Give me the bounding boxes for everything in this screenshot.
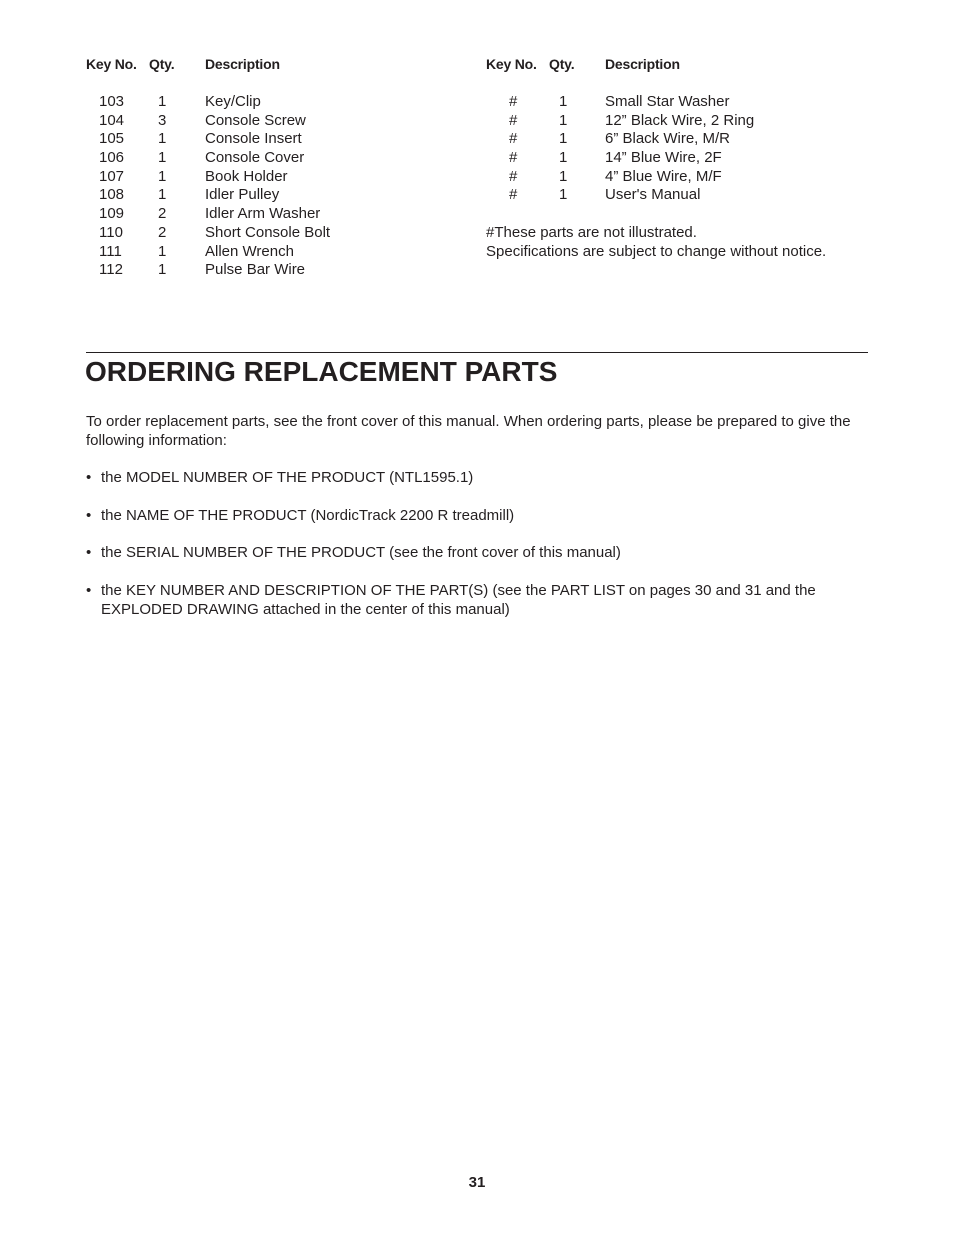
- part-row: [0, 93, 954, 112]
- part-row: [0, 112, 954, 131]
- part-qty: 1: [158, 242, 167, 260]
- part-description: 12” Black Wire, 2 Ring: [605, 111, 755, 129]
- part-key: 111: [99, 242, 122, 260]
- list-item-text: the KEY NUMBER AND DESCRIPTION OF THE PART(S) (see the PART LIST on pages 30 and 31 and the EXPLODED DRAWING attached in the center of this manual): [101, 581, 816, 618]
- part-qty: 2: [158, 223, 167, 241]
- info-bullet-list: [86, 468, 871, 637]
- part-description: 14” Blue Wire, 2F: [605, 149, 722, 167]
- left-header-key-no: Key No.: [86, 56, 137, 72]
- section-divider: [86, 352, 868, 353]
- part-key: #: [509, 93, 518, 110]
- list-item-text: the SERIAL NUMBER OF THE PRODUCT (see the front cover of this manual): [101, 544, 621, 561]
- bullet-icon: •: [86, 544, 92, 561]
- part-row: [0, 224, 470, 243]
- part-row: [0, 149, 954, 168]
- part-qty: 1: [559, 149, 568, 167]
- part-key: 110: [99, 223, 123, 241]
- bullet-icon: •: [86, 506, 92, 524]
- part-qty: 1: [158, 149, 167, 167]
- part-description: Idler Pulley: [205, 186, 280, 204]
- part-description: Book Holder: [205, 167, 288, 185]
- not-illustrated-note: #These parts are not illustrated.: [486, 224, 697, 241]
- part-description: Idler Arm Washer: [205, 205, 321, 223]
- part-qty: 1: [559, 130, 568, 148]
- part-key: 107: [99, 167, 125, 185]
- bullet-icon: •: [86, 469, 92, 486]
- specifications-note: Specifications are subject to change without notice.: [486, 243, 827, 260]
- part-description: Key/Clip: [205, 93, 261, 110]
- part-description: Pulse Bar Wire: [205, 261, 306, 279]
- page-number: 31: [468, 1174, 486, 1191]
- list-item: [86, 543, 871, 562]
- part-key: 105: [99, 130, 125, 148]
- list-item-text: the MODEL NUMBER OF THE PRODUCT (NTL1595.1): [101, 469, 474, 486]
- part-qty: 1: [158, 167, 167, 185]
- left-header-qty: Qty.: [149, 56, 175, 72]
- part-qty: 1: [158, 130, 167, 148]
- part-key: 109: [99, 205, 125, 223]
- right-header-description: Description: [605, 56, 680, 72]
- section-intro: To order replacement parts, see the front cover of this manual. When ordering parts, please be prepared to give the following information:: [86, 413, 851, 449]
- part-row: [0, 130, 954, 149]
- part-description: Console Cover: [205, 149, 305, 167]
- section-title: ORDERING REPLACEMENT PARTS: [85, 356, 558, 387]
- part-row: [0, 243, 470, 262]
- part-description: Short Console Bolt: [205, 223, 331, 241]
- list-item-text: the NAME OF THE PRODUCT (NordicTrack 2200 R treadmill): [101, 506, 515, 524]
- part-qty: 1: [559, 111, 568, 129]
- part-key: 103: [99, 93, 125, 110]
- left-header-description: Description: [205, 56, 280, 72]
- part-qty: 1: [559, 186, 568, 204]
- part-qty: 1: [559, 167, 568, 185]
- right-parts-list: [0, 93, 954, 205]
- part-description: User's Manual: [605, 186, 701, 204]
- part-row: [0, 168, 954, 187]
- part-row: [0, 205, 470, 224]
- part-description: 4” Blue Wire, M/F: [605, 167, 722, 185]
- right-header-qty: Qty.: [549, 56, 575, 72]
- bullet-icon: •: [86, 581, 92, 599]
- part-qty: 2: [158, 205, 167, 223]
- part-description: 6” Black Wire, M/R: [605, 130, 731, 148]
- part-qty: 3: [158, 111, 167, 129]
- list-item: [86, 468, 871, 487]
- part-key: 106: [99, 149, 125, 167]
- part-qty: 1: [559, 93, 568, 110]
- part-key: #: [509, 186, 518, 204]
- right-header-key-no: Key No.: [486, 56, 537, 72]
- part-row: [0, 186, 954, 205]
- part-key: #: [509, 130, 518, 148]
- list-item: [86, 581, 871, 619]
- part-description: Small Star Washer: [605, 93, 730, 110]
- part-qty: 1: [158, 93, 167, 110]
- part-key: 108: [99, 186, 125, 204]
- part-description: Allen Wrench: [205, 242, 294, 260]
- part-qty: 1: [158, 261, 167, 279]
- part-key: #: [509, 167, 518, 185]
- part-key: #: [509, 149, 518, 167]
- part-key: 104: [99, 111, 125, 129]
- part-key: 112: [99, 261, 123, 279]
- part-qty: 1: [158, 186, 167, 204]
- part-description: Console Screw: [205, 111, 306, 129]
- part-key: #: [509, 111, 518, 129]
- part-description: Console Insert: [205, 130, 302, 148]
- part-row: [0, 261, 470, 280]
- list-item: [86, 506, 871, 525]
